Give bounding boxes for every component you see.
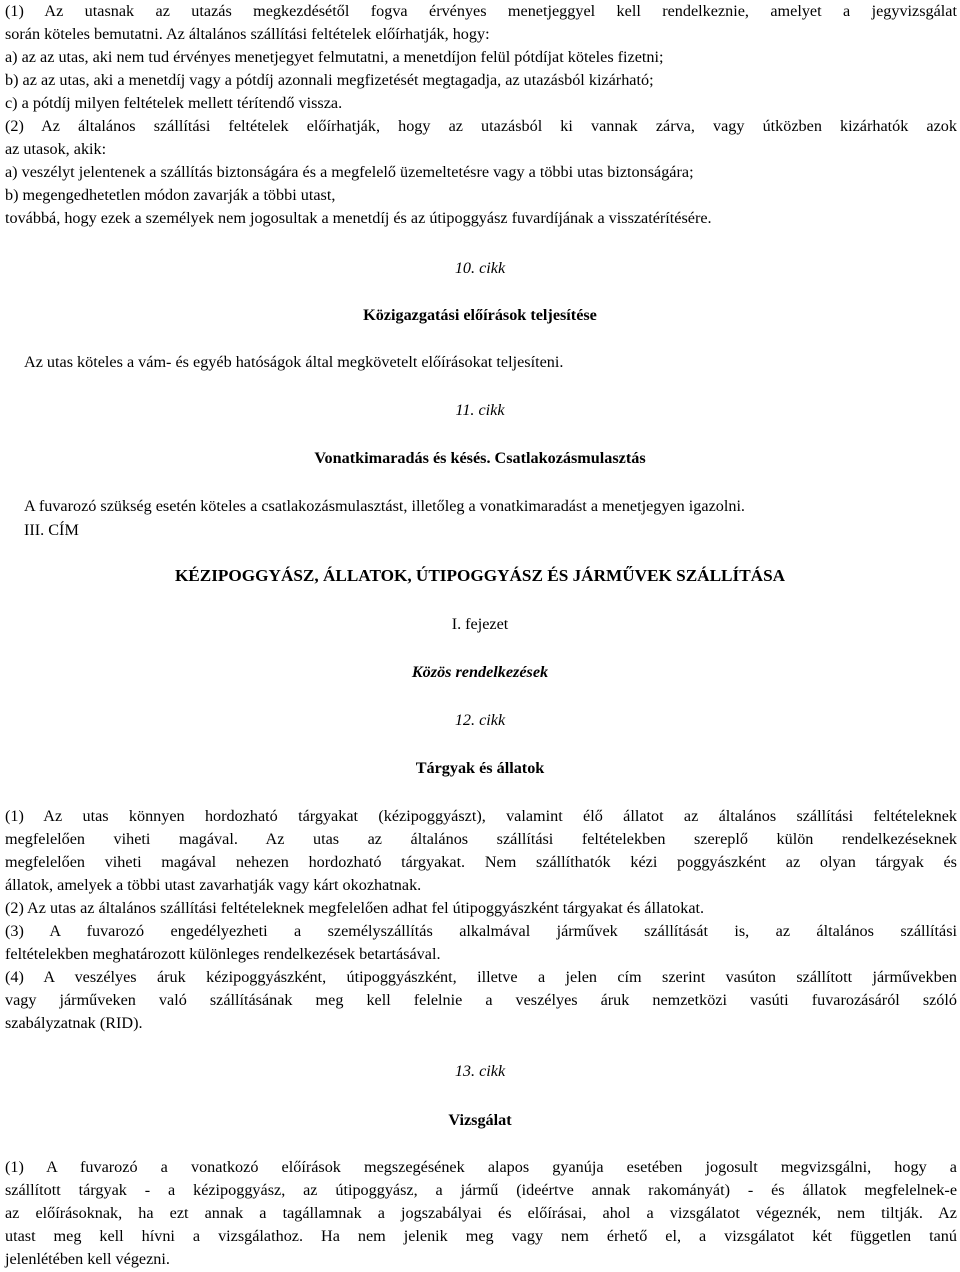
text-line: állatok, amelyek a többi utast zavarhatják vagy kárt okozhatnak. xyxy=(5,876,422,894)
text-line: szabályzatnak (RID). xyxy=(5,1014,143,1032)
article-title: Vizsgálat xyxy=(448,1111,512,1129)
article-number: 11. cikk xyxy=(455,401,505,419)
title-heading: KÉZIPOGGYÁSZ, ÁLLATOK, ÚTIPOGGYÁSZ ÉS JÁRMŰVEK SZÁLLÍTÁSA xyxy=(174,566,786,585)
text-line: (4) A veszélyes áruk kézipoggyászként, útipoggyászként, illetve a jelen cím szerint vasúton szállított járművekben xyxy=(5,968,957,986)
article-text: Az utas köteles a vám- és egyéb hatóságok által megkövetelt előírásokat teljesíteni. xyxy=(24,353,564,371)
article-title: Vonatkimaradás és késés. Csatlakozásmulasztás xyxy=(314,449,646,467)
text-line: során köteles bemutatni. Az általános szállítási feltételek előírhatják, hogy: xyxy=(5,25,490,43)
article-number: 13. cikk xyxy=(454,1062,506,1080)
article-number: 12. cikk xyxy=(454,711,506,729)
text-line: (2) Az utas az általános szállítási feltételeknek megfelelően adhat fel útipoggyászként tárgyakat és állatokat. xyxy=(5,899,705,917)
text-line: (1) A fuvarozó a vonatkozó előírások megszegésének alapos gyanúja esetében jogosult megvizsgálni, hogy a xyxy=(5,1158,957,1176)
text-line: feltételekben meghatározott különleges rendelkezések betartásával. xyxy=(5,945,441,963)
text-line: (2) Az általános szállítási feltételek előírhatják, hogy az utazásból ki vannak zárva, vagy útközben kizárhatók azok xyxy=(5,117,957,135)
text-line: b) az az utas, aki a menetdíj vagy a pótdíj azonnali megfizetését megtagadja, az utazásból kizárható; xyxy=(5,71,654,89)
text-line: megfelelően viheti magával nehezen hordozható tárgyakat. Nem szállíthatók kézi poggyászként az olyan tárgyak és xyxy=(5,853,957,871)
text-line: az előírásoknak, ha ezt annak a tagállamnak a jogszabályai és előírásai, ahol a vizsgálatot végeznék, nem tiltják. Az xyxy=(5,1204,957,1222)
text-line: szállított tárgyak - a kézipoggyász, az útipoggyász, a jármű (ideértve annak rakományát) - és állatok megfelelnek-e xyxy=(5,1181,957,1199)
text-line: megfelelően viheti magával. Az utas az általános szállítási feltételekben szereplő külön rendelkezéseknek xyxy=(5,830,957,848)
chapter-label: I. fejezet xyxy=(451,615,509,633)
article-title: Tárgyak és állatok xyxy=(415,759,545,777)
article-text: A fuvarozó szükség esetén köteles a csatlakozásmulasztást, illetőleg a vonatkimaradást a menetjegyen igazolni. xyxy=(24,497,745,515)
text-line: c) a pótdíj milyen feltételek mellett térítendő vissza. xyxy=(5,94,343,112)
text-line: jelenlétében kell végezni. xyxy=(5,1250,170,1268)
text-line: utast meg kell hívni a vizsgálathoz. Ha nem jelenik meg vagy nem érhető el, a vizsgálatot két független tanú xyxy=(5,1227,957,1245)
text-line: (1) Az utas könnyen hordozható tárgyakat (kézipoggyászt), valamint élő állatot az általános szállítási feltételeknek xyxy=(5,807,957,825)
article-number: 10. cikk xyxy=(454,259,506,277)
chapter-title: Közös rendelkezések xyxy=(411,663,549,681)
title-label: III. CÍM xyxy=(24,521,79,539)
text-line: a) az az utas, aki nem tud érvényes menetjegyet felmutatni, a menetdíjon felül pótdíjat köteles fizetni; xyxy=(5,48,664,66)
text-line: (3) A fuvarozó engedélyezheti a személyszállítás alkalmával járművek szállítását is, az általános szállítási xyxy=(5,922,957,940)
text-line: vagy járműveken való szállításának meg kell felelnie a veszélyes áruk nemzetközi vasúti fuvarozásáról szóló xyxy=(5,991,957,1009)
article-title: Közigazgatási előírások teljesítése xyxy=(363,306,597,324)
text-line: (1) Az utasnak az utazás megkezdésétől fogva érvényes menetjeggyel kell rendelkeznie, amelyet a jegyvizsgálat xyxy=(5,2,957,20)
text-line: továbbá, hogy ezek a személyek nem jogosultak a menetdíj és az útipoggyász fuvardíjának a visszatérítésére. xyxy=(5,209,712,227)
text-line: a) veszélyt jelentenek a szállítás biztonságára és a megfelelő üzemeltetésre vagy a többi utas biztonságára; xyxy=(5,163,694,181)
text-line: az utasok, akik: xyxy=(5,140,107,158)
text-line: b) megengedhetetlen módon zavarják a többi utast, xyxy=(5,186,336,204)
